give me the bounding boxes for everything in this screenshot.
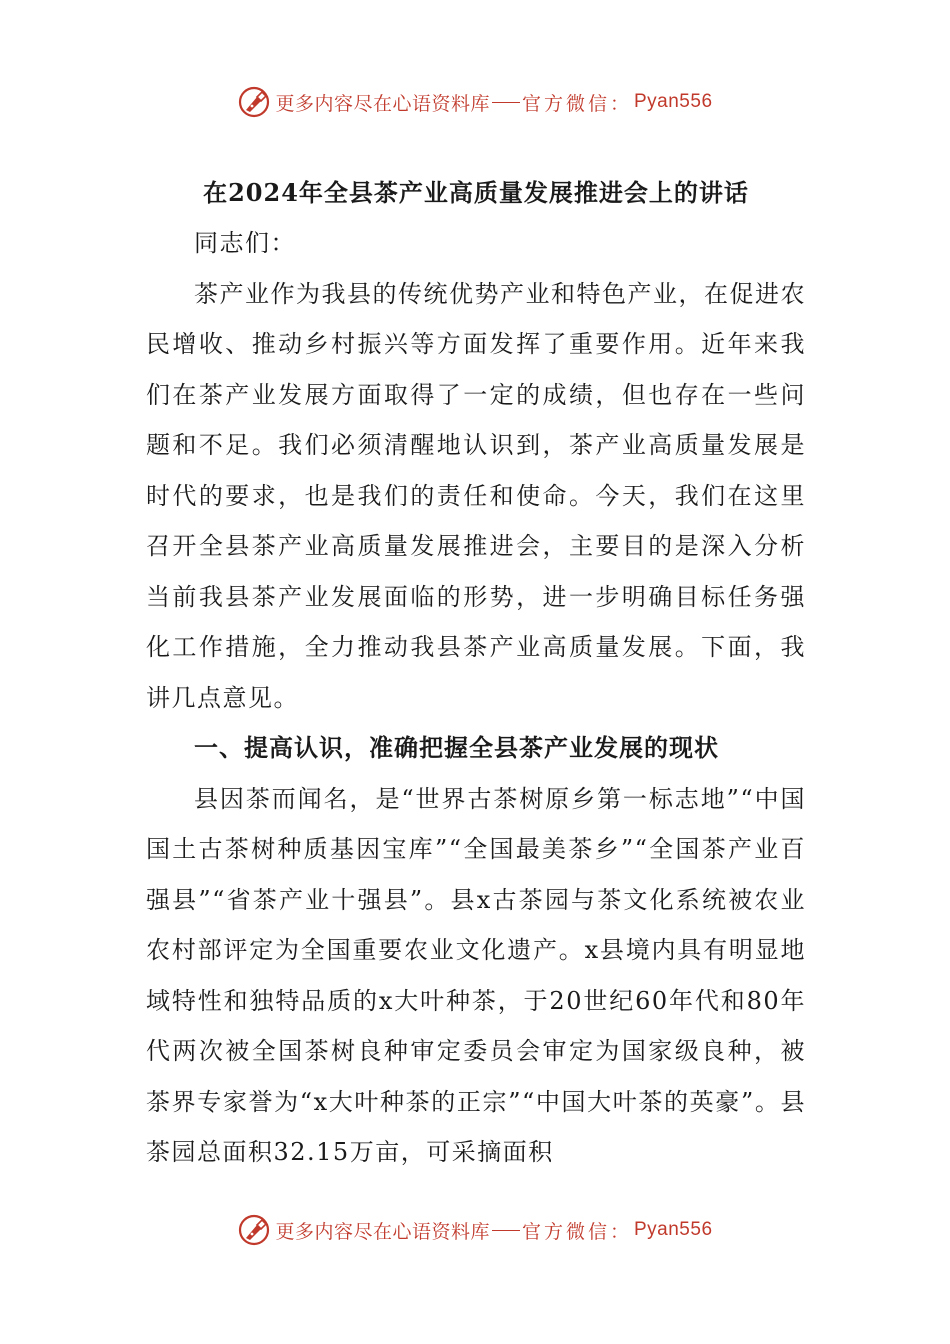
watermark-wechat-id: Pyan556 <box>634 91 713 112</box>
watermark-wechat-label: 官方微信： <box>521 92 632 115</box>
document-title: 在2024年全县茶产业高质量发展推进会上的讲话 <box>203 178 749 207</box>
watermark-text: 更多内容尽在心语资料库 <box>275 92 490 115</box>
watermark-dash <box>492 102 520 103</box>
watermark-banner-top <box>0 82 950 122</box>
pen-nib-logo-icon <box>237 1213 271 1247</box>
pen-nib-logo-icon <box>237 85 271 119</box>
intro-paragraph: 茶产业作为我县的传统优势产业和特色产业，在促进农民增收、推动乡村振兴等方面发挥了重要作用。近年来我们在茶产业发展方面取得了一定的成绩，但也存在一些问题和不足。我们必须清醒地认识到，茶产业高质量发展是时代的要求，也是我们的责任和使命。今天，我们在这里召开全县茶产业高质量发展推进会，主要目的是深入分析当前我县茶产业发展面临的形势，进一步明确目标任务强化工作措施，全力推动我县茶产业高质量发展。下面，我讲几点意见。 <box>146 279 806 712</box>
greeting: 同志们： <box>194 229 296 257</box>
watermark-text: 更多内容尽在心语资料库 <box>275 1220 490 1243</box>
section-heading-1: 一、提高认识，准确把握全县茶产业发展的现状 <box>194 733 719 762</box>
watermark-wechat-id: Pyan556 <box>634 1219 713 1240</box>
watermark-wechat-label: 官方微信： <box>521 1220 632 1243</box>
watermark-banner-bottom <box>0 1210 950 1250</box>
section1-paragraph: 县因茶而闻名，是“世界古茶树原乡第一标志地”“中国国土古茶树种质基因宝库”“全国最美茶乡”“全国茶产业百强县”“省茶产业十强县”。县x古茶园与茶文化系统被农业农村部评定为全国重要农业文化遗产。x县境内具有明显地域特性和独特品质的x大叶种茶，于20世纪60年代和80年代两次被全国茶树良种审定委员会审定为国家级良种，被茶界专家誉为“x大叶种茶的正宗”“中国大叶茶的英豪”。县茶园总面积32.15万亩，可采摘面积 <box>146 784 806 1166</box>
document-body <box>146 168 806 1178</box>
watermark-dash <box>492 1230 520 1231</box>
